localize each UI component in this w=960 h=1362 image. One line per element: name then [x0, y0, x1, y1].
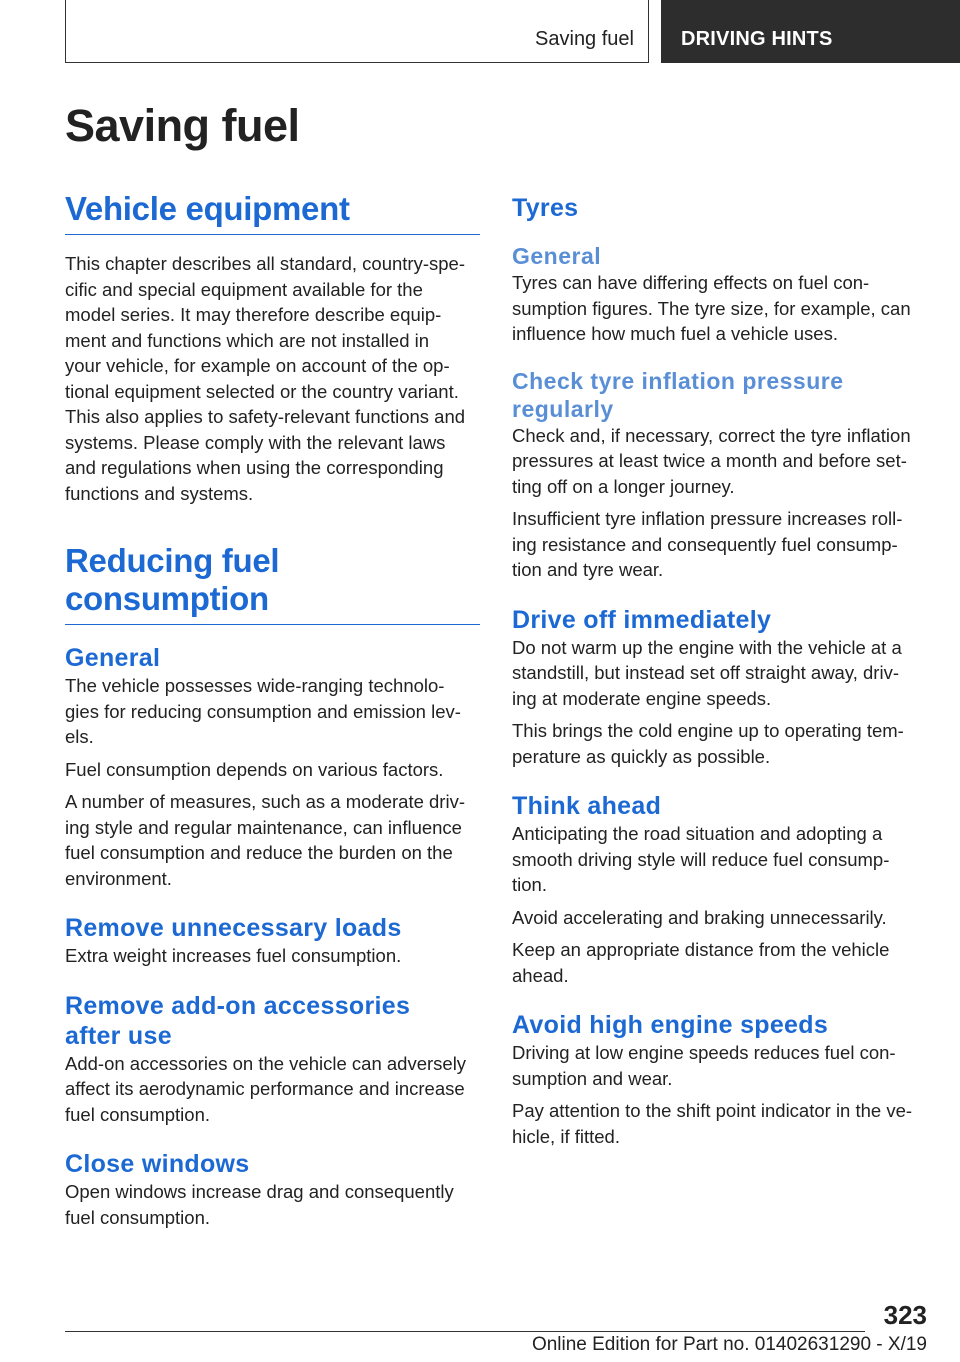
think-ahead-paragraph-1 [512, 821, 930, 898]
drive-off-paragraph-2 [512, 718, 930, 769]
general-paragraph-1 [65, 673, 480, 750]
tyres-text [512, 270, 930, 347]
heading-general: General [65, 644, 161, 672]
general-paragraph-3 [65, 789, 480, 891]
heading-line: Remove add-on accessories [65, 991, 411, 1020]
text-line: systems. Please comply with the relevant laws [65, 431, 446, 453]
text-line: Extra weight increases fuel consumption. [65, 945, 402, 966]
text-line: functions and systems. [65, 482, 254, 504]
right-column [512, 190, 930, 1149]
windows-text [65, 1179, 480, 1230]
text-line: sumption figures. The tyre size, for example, can [512, 297, 911, 319]
vehicle-equipment-text [65, 251, 480, 506]
text-line: This brings the cold engine up to operating tem- [512, 720, 904, 741]
pressure-paragraph-2 [512, 506, 930, 583]
text-line: tional equipment selected or the country variant. [65, 380, 459, 402]
left-column [65, 190, 480, 1230]
text-line: ment and functions which are not installed in [65, 329, 430, 351]
text-line: ting off on a longer journey. [512, 475, 735, 497]
text-line: Anticipating the road situation and adopting a [512, 823, 883, 844]
text-line: Keep an appropriate distance from the vehicle [512, 939, 890, 960]
text-line: Driving at low engine speeds reduces fuel con- [512, 1042, 896, 1063]
text-line: Pay attention to the shift point indicator in the ve- [512, 1100, 913, 1121]
text-line: Insufficient tyre inflation pressure increases roll- [512, 508, 903, 529]
heading-tyres: Tyres [512, 194, 579, 222]
think-ahead-paragraph-3 [512, 937, 930, 988]
heading-think-ahead: Think ahead [512, 792, 662, 820]
header-section-box [65, 0, 649, 63]
text-line: sumption and wear. [512, 1067, 673, 1089]
heading-line: after use [65, 1021, 172, 1050]
text-line: Avoid accelerating and braking unnecessarily. [512, 906, 887, 928]
heading-reducing-fuel-consumption: Reducing fuel consumption [65, 542, 480, 625]
text-line: perature as quickly as possible. [512, 745, 771, 767]
header-chapter-title: DRIVING HINTS [681, 28, 833, 50]
text-line: Tyres can have differing effects on fuel con- [512, 272, 870, 293]
text-line: ing at moderate engine speeds. [512, 687, 772, 709]
text-line: cific and special equipment available for the [65, 278, 423, 300]
text-line: Open windows increase drag and consequently [65, 1181, 454, 1202]
text-line: ing style and regular maintenance, can influence [65, 816, 462, 838]
high-speeds-paragraph-1 [512, 1040, 930, 1091]
text-line: tion. [512, 874, 547, 895]
text-line: Add-on accessories on the vehicle can adversely [65, 1052, 467, 1074]
text-line: fuel consumption and reduce the burden on the [65, 842, 453, 863]
text-line: hicle, if fitted. [512, 1125, 620, 1147]
header-chapter-tab [661, 0, 960, 63]
think-ahead-paragraph-2 [512, 905, 930, 931]
text-line: The vehicle possesses wide-ranging technolo- [65, 675, 445, 696]
heading-drive-off-immediately: Drive off immediately [512, 605, 772, 634]
text-line: and regulations when using the corresponding [65, 457, 444, 478]
header-section-title: Saving fuel [535, 28, 634, 50]
heading-line: regularly [512, 395, 614, 422]
heading-check-tyre-pressure [512, 367, 930, 423]
text-line: your vehicle, for example on account of the op- [65, 355, 450, 376]
high-speeds-paragraph-2 [512, 1098, 930, 1149]
text-line: influence how much fuel a vehicle uses. [512, 323, 838, 344]
text-line: smooth driving style will reduce fuel consump- [512, 848, 890, 870]
page-title: Saving fuel [65, 100, 300, 151]
accessories-text [65, 1051, 480, 1128]
text-line: Check and, if necessary, correct the tyre inflation [512, 424, 911, 446]
heading-remove-unnecessary-loads: Remove unnecessary loads [65, 914, 402, 942]
heading-tyres-general: General [512, 243, 602, 269]
text-line: tion and tyre wear. [512, 559, 664, 580]
footer-edition-text: Online Edition for Part no. 01402631290 - X/19 [531, 1334, 927, 1355]
heading-vehicle-equipment: Vehicle equipment [65, 190, 480, 235]
text-line: els. [65, 726, 94, 747]
text-line: model series. It may therefore describe equip- [65, 304, 442, 325]
text-line: standstill, but instead set off straight away, driv- [512, 662, 899, 683]
text-line: This also applies to safety-relevant functions and [65, 406, 466, 427]
text-line: pressures at least twice a month and before set- [512, 450, 907, 471]
text-line: Do not warm up the engine with the vehicle at a [512, 636, 902, 658]
text-line: ahead. [512, 964, 569, 986]
text-line: A number of measures, such as a moderate driv- [65, 791, 465, 812]
heading-line: Check tyre inflation pressure [512, 367, 844, 394]
pressure-paragraph-1 [512, 423, 930, 500]
text-line: environment. [65, 867, 172, 889]
text-line: This chapter describes all standard, country-spe- [65, 253, 465, 274]
text-line: ing resistance and consequently fuel consump- [512, 533, 898, 555]
footer-divider [65, 1331, 865, 1332]
loads-text [65, 943, 480, 969]
text-line: fuel consumption. [65, 1206, 211, 1228]
heading-close-windows: Close windows [65, 1150, 250, 1178]
general-paragraph-2 [65, 757, 480, 783]
page-number: 323 [883, 1300, 927, 1330]
drive-off-paragraph-1 [512, 635, 930, 712]
text-line: affect its aerodynamic performance and increase [65, 1078, 465, 1099]
text-line: Fuel consumption depends on various factors. [65, 758, 444, 780]
text-line: fuel consumption. [65, 1103, 211, 1125]
heading-avoid-high-engine-speeds: Avoid high engine speeds [512, 1011, 829, 1039]
heading-remove-add-on-accessories [65, 991, 480, 1051]
text-line: gies for reducing consumption and emission lev- [65, 700, 461, 722]
